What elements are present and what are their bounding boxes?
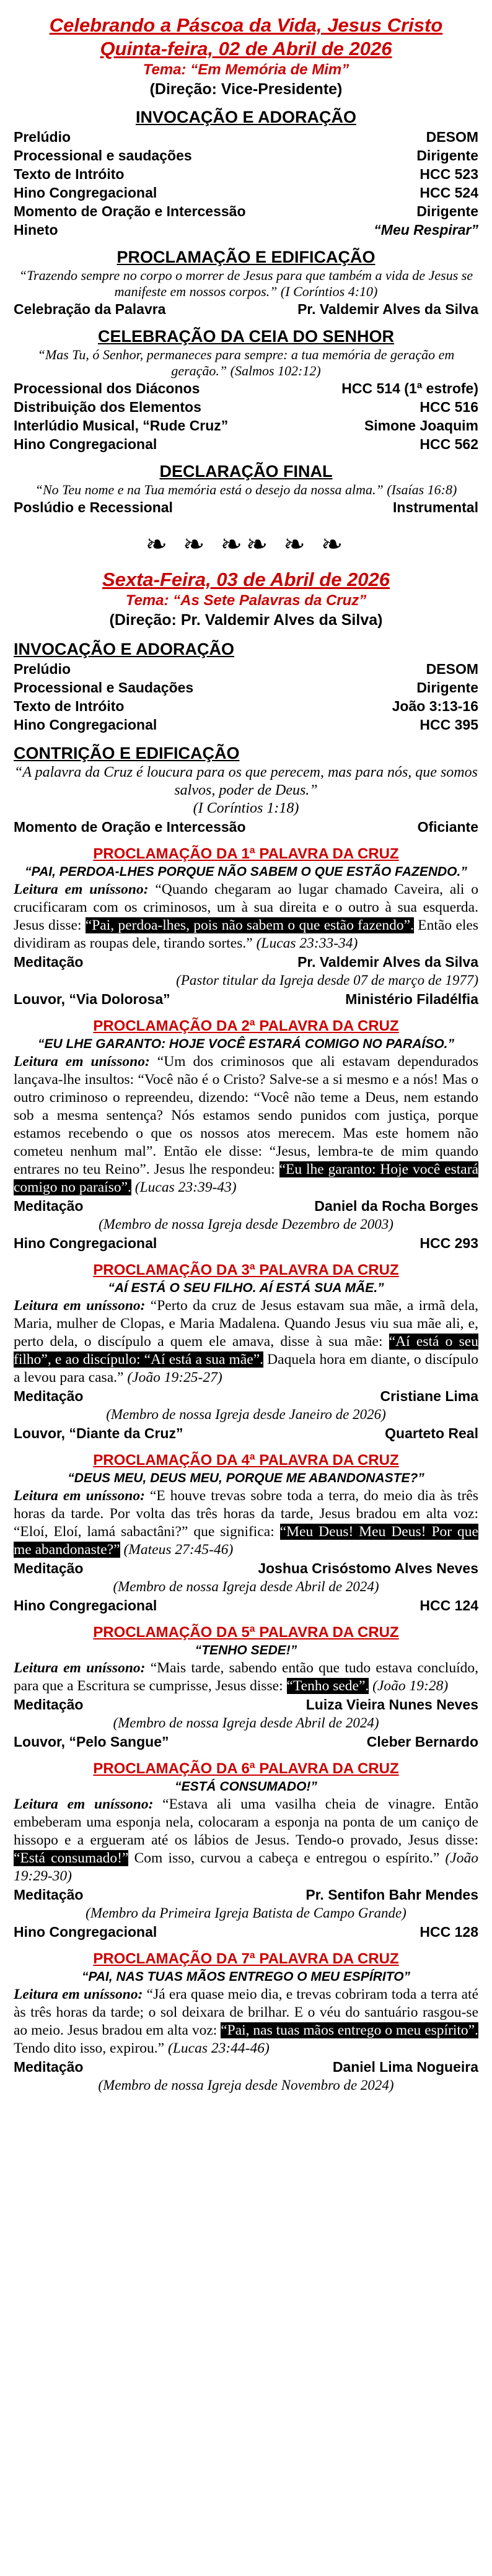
program-row: Prelúdio DESOM — [14, 129, 478, 145]
program-row: Hino Congregacional HCC 128 — [14, 1924, 478, 1940]
speaker-note: (Membro de nossa Igreja desde Abril de 2024) — [113, 1715, 379, 1731]
scripture-quote: “Trazendo sempre no corpo o morrer de Jesus para que também a vida de Jesus se manifeste em nossos corpos.” (I Coríntios 4:10) — [19, 268, 473, 299]
program-row: Poslúdio e Recessional Instrumental — [14, 499, 478, 515]
program-row: Hino Congregacional HCC 124 — [14, 1597, 478, 1613]
cross-word-section — [14, 1017, 478, 1252]
section-title-proclamacao: PROCLAMAÇÃO E EDIFICAÇÃO — [116, 248, 376, 266]
meditation-row: Meditação Pr. Valdemir Alves da Silva — [14, 954, 478, 970]
meditation-row: Meditação Pr. Sentifon Bahr Mendes — [14, 1887, 478, 1903]
speaker-note: (Pastor titular da Igreja desde 07 de março de 1977) — [176, 972, 478, 988]
word-title: PROCLAMAÇÃO DA 4ª PALAVRA DA CRUZ — [93, 1452, 399, 1469]
scripture-reading: Leitura em uníssono: “Um dos criminosos que ali estavam dependurados lançava-lhe insultos: “Você não é o Cristo? Salve-se a si mesmo e a nós! Mas o outro criminoso o repreendeu, dizendo: “Você não teme a Deus, nem estando sob a mesma sentença? Nós estamos sendo punidos com justiça, porque estamos recebendo o que os nossos atos merecem. Mas este homem não cometeu nenhum mal”. Então ele disse: “Jesus, lembra-te de mim quando entrares no teu Reino”. Jesus lhe respondeu: “Eu lhe garanto: Hoje você estará comigo no paraíso”. (Lucas 23:39-43) — [14, 1054, 479, 1195]
program-row: Hino Congregacional HCC 395 — [14, 717, 478, 733]
word-phrase: “PAI, PERDOA-LHES PORQUE NÃO SABEM O QUE ESTÃO FAZENDO.” — [25, 865, 467, 879]
scripture-quote: “A palavra da Cruz é loucura para os que perecem, mas para nós, que somos salvos, poder de Deus.” — [14, 764, 478, 798]
scripture-reading: Leitura em uníssono: “Já era quase meio dia, e trevas cobriram toda a terra até às três horas da tarde; o sol deixara de brilhar. E o véu do santuário rasgou-se ao meio. Jesus bradou em alta voz: “Pai, nas tuas mãos entrego o meu espírito”. Tendo dito isso, expirou.” (Lucas 23:44-46) — [14, 1986, 478, 2056]
cross-word-section — [14, 845, 478, 1008]
friday-direction: (Direção: Pr. Valdemir Alves da Silva) — [109, 611, 383, 629]
scripture-reading: Leitura em uníssono: “E houve trevas sobre toda a terra, do meio dia às três horas da tarde. Por volta das três horas da tarde, Jesus bradou em alta voz: “Eloí, Eloí, lamá sabactâni?” que significa: “Meu Deus! Meu Deus! Por que me abandonaste?” (Mateus 27:45-46) — [14, 1488, 478, 1558]
program-row: Louvor, “Pelo Sangue” Cleber Bernardo — [14, 1734, 478, 1750]
word-phrase: “PAI, NAS TUAS MÃOS ENTREGO O MEU ESPÍRITO” — [81, 1970, 411, 1984]
word-phrase: “AÍ ESTÁ O SEU FILHO. AÍ ESTÁ SUA MÃE.” — [108, 1281, 384, 1295]
event-theme: Tema: “Em Memória de Mim” — [143, 61, 349, 78]
speaker-note: (Membro da Primeira Igreja Batista de Campo Grande) — [86, 1905, 406, 1921]
scripture-reading: Leitura em uníssono: “Estava ali uma vasilha cheia de vinagre. Então embeberam uma esponja nela, colocaram a esponja na ponta de um caniço de hissopo e a ergueram até os lábios de Jesus. Tendo-o provado, Jesus disse: “Está consumado!” Com isso, curvou a cabeça e entregou o espírito.” (João 19:29-30) — [14, 1796, 478, 1884]
program-row: Processional e saudações Dirigente — [14, 147, 478, 164]
cross-word-section — [14, 1623, 478, 1751]
program-row: Prelúdio DESOM — [14, 661, 478, 677]
word-title: PROCLAMAÇÃO DA 5ª PALAVRA DA CRUZ — [93, 1624, 399, 1641]
word-title: PROCLAMAÇÃO DA 1ª PALAVRA DA CRUZ — [93, 845, 399, 862]
meditation-row: Meditação Luiza Vieira Nunes Neves — [14, 1696, 478, 1713]
section-title-invocacao: INVOCAÇÃO E ADORAÇÃO — [135, 108, 356, 126]
cross-word-section — [14, 1451, 478, 1615]
word-phrase: “EU LHE GARANTO: HOJE VOCÊ ESTARÁ COMIGO NO PARAÍSO.” — [37, 1037, 455, 1051]
speaker-note: (Membro de nossa Igreja desde Abril de 2024) — [113, 1579, 379, 1594]
meditation-row: Meditação Joshua Crisóstomo Alves Neves — [14, 1560, 478, 1576]
word-title: PROCLAMAÇÃO DA 7ª PALAVRA DA CRUZ — [93, 1950, 399, 1967]
word-phrase: “DEUS MEU, DEUS MEU, PORQUE ME ABANDONASTE?” — [68, 1471, 424, 1485]
program-row: Interlúdio Musical, “Rude Cruz” Simone Joaquim — [14, 417, 478, 434]
word-title: PROCLAMAÇÃO DA 2ª PALAVRA DA CRUZ — [93, 1018, 399, 1034]
cross-word-section — [14, 1760, 478, 1941]
thursday-invocacao-list — [14, 128, 478, 239]
event-title: Celebrando a Páscoa da Vida, Jesus Cristo — [49, 14, 443, 36]
friday-theme: Tema: “As Sete Palavras da Cruz” — [125, 592, 367, 609]
meditation-row: Meditação Daniel Lima Nogueira — [14, 2059, 478, 2075]
friday-date: Sexta-Feira, 03 de Abril de 2026 — [102, 569, 390, 590]
program-row: Louvor, “Via Dolorosa” Ministério Filadélfia — [14, 991, 478, 1007]
scripture-quote: “Mas Tu, ó Senhor, permaneces para sempre: a tua memória de geração em geração.” (Salmos 102:12) — [37, 347, 455, 378]
word-phrase: “TENHO SEDE!” — [195, 1643, 297, 1657]
scripture-reference: (I Coríntios 1:18) — [193, 800, 299, 816]
program-row: Momento de Oração e Intercessão Oficiante — [14, 819, 478, 835]
program-row: Distribuição dos Elementos HCC 516 — [14, 399, 478, 415]
program-row: Processional e Saudações Dirigente — [14, 679, 478, 696]
speaker-note: (Membro de nossa Igreja desde Dezembro de 2003) — [99, 1216, 393, 1232]
program-row: Hino Congregacional HCC 293 — [14, 1235, 478, 1251]
scripture-reading: Leitura em uníssono: “Quando chegaram ao lugar chamado Caveira, ali o crucificaram com os criminosos, um à sua direita e o outro à sua esquerda. Jesus disse: “Pai, perdoa-lhes, pois não sabem o que estão fazendo”. Então eles dividiram as roupas dele, tirando sortes.” (Lucas 23:33-34) — [14, 881, 478, 951]
section-title-declaracao: DECLARAÇÃO FINAL — [159, 462, 333, 481]
program-row: Celebração da Palavra Pr. Valdemir Alves da Silva — [14, 301, 478, 317]
scripture-reading: Leitura em uníssono: “Perto da cruz de Jesus estavam sua mãe, a irmã dela, Maria, mulher de Clopas, e Maria Madalena. Quando Jesus viu sua mãe ali, e, perto dela, o discípulo a quem ele amava, disse à sua mãe: “Aí está o seu filho”, e ao discípulo: “Aí está a sua mãe”. Daquela hora em diante, o discípulo a levou para casa.” (João 19:25-27) — [14, 1298, 479, 1386]
program-row: Processional dos Diáconos HCC 514 (1ª estrofe) — [14, 380, 478, 396]
cross-word-section — [14, 1950, 478, 2095]
program-row: Momento de Oração e Intercessão Dirigente — [14, 203, 478, 219]
section-title-ceia: CELEBRAÇÃO DA CEIA DO SENHOR — [97, 327, 395, 346]
speaker-note: (Membro de nossa Igreja desde Novembro de 2024) — [98, 2077, 394, 2093]
scripture-reading: Leitura em uníssono: “Mais tarde, sabendo então que tudo estava concluído, para que a Escritura se cumprisse, Jesus disse: “Tenho sede”. (João 19:28) — [14, 1660, 478, 1694]
scripture-quote: “No Teu nome e na Tua memória está o desejo da nossa alma.” (Isaías 16:8) — [35, 482, 457, 497]
speaker-note: (Membro de nossa Igreja desde Janeiro de 2026) — [106, 1407, 386, 1422]
meditation-row: Meditação Cristiane Lima — [14, 1388, 478, 1404]
program-row: Hineto “Meu Respirar” — [14, 222, 478, 238]
program-row: Louvor, “Diante da Cruz” Quarteto Real — [14, 1425, 478, 1441]
program-row: Hino Congregacional HCC 562 — [14, 436, 478, 452]
friday-invocacao-list — [14, 660, 478, 734]
program-row: Hino Congregacional HCC 524 — [14, 185, 478, 201]
program-row: Texto de Intróito HCC 523 — [14, 166, 478, 182]
word-title: PROCLAMAÇÃO DA 6ª PALAVRA DA CRUZ — [93, 1760, 399, 1777]
section-title-friday-invocacao: INVOCAÇÃO E ADORAÇÃO — [14, 640, 235, 658]
event-date: Quinta-feira, 02 de Abril de 2026 — [100, 38, 392, 59]
section-title-contricao: CONTRIÇÃO E EDIFICAÇÃO — [14, 744, 240, 762]
ornament-divider-icon: ❧ ❧ ❧❧ ❧ ❧ — [145, 529, 347, 559]
thursday-ceia-list — [14, 379, 478, 453]
event-direction: (Direção: Vice-Presidente) — [149, 81, 343, 98]
program-row: Texto de Intróito João 3:13-16 — [14, 698, 478, 714]
word-title: PROCLAMAÇÃO DA 3ª PALAVRA DA CRUZ — [93, 1262, 399, 1278]
word-phrase: “ESTÁ CONSUMADO!” — [175, 1779, 317, 1794]
meditation-row: Meditação Daniel da Rocha Borges — [14, 1198, 478, 1214]
seven-words-list — [14, 845, 478, 2095]
cross-word-section — [14, 1261, 478, 1443]
